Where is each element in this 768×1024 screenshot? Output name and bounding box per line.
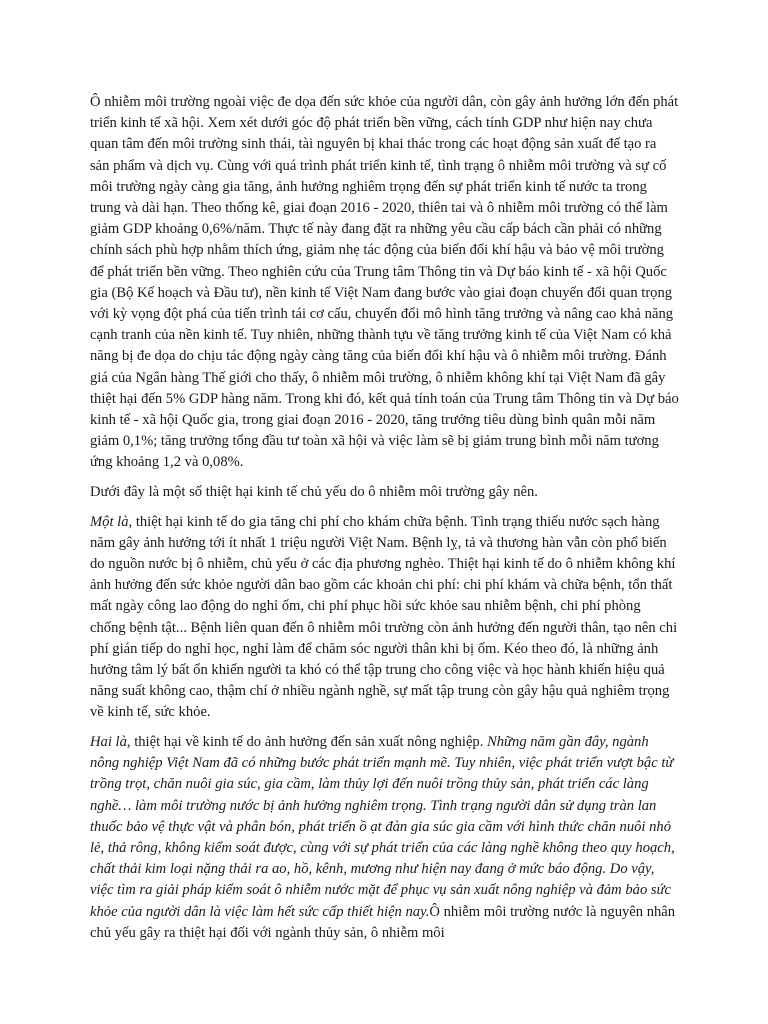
paragraph-summary bbox=[90, 482, 679, 503]
paragraph-first-damage bbox=[90, 512, 679, 724]
paragraph-summary-text: Dưới đây là một số thiệt hại kinh tế chủ yếu do ô nhiễm môi trường gây nên. bbox=[90, 484, 538, 501]
paragraph-second-lead: Hai là bbox=[90, 734, 127, 751]
document-page bbox=[90, 92, 679, 952]
paragraph-second-italic: Những năm gần đây, ngành nông nghiệp Việt Nam đã có những bước phát triển mạnh mẽ. Tuy nhiên, việc phát triển vượt bậc từ trồng trọt, chăn nuôi gia súc, gia cầm, làm thủy lợi đến nuôi trồng thủy sản, phát triển các làng nghề… làm môi trường nước bị ảnh hưởng nghiêm trọng. Tình trạng người dân sử dụng tràn lan thuốc bảo vệ thực vật và phân bón, phát triển ồ ạt đàn gia súc gia cầm với hình thức chăn nuôi nhỏ lẻ, thả rông, không kiểm soát được, cùng với sự phát triển của các làng nghề không theo quy hoạch, chất thải kim loại nặng thải ra ao, hồ, kênh, mương như hiện nay đang ở mức báo động. Do vậy, việc tìm ra giải pháp kiểm soát ô nhiễm nước mặt để phục vụ sản xuất nông nghiệp và đảm bảo sức khỏe của người dân là việc làm hết sức cấp thiết hiện nay. bbox=[90, 734, 675, 920]
paragraph-first-text: , thiệt hại kinh tế do gia tăng chi phí cho khám chữa bệnh. Tình trạng thiếu nước sạch hàng năm gây ảnh hưởng tới ít nhất 1 triệu người Việt Nam. Bệnh lỵ, tả và thương hàn vẫn còn phổ biến do nguồn nước bị ô nhiễm, chủ yếu ở các địa phương nghèo. Thiệt hại kinh tế do ô nhiễm không khí ảnh hưởng đến sức khỏe người dân bao gồm các khoản chi phí: chi phí khám và chữa bệnh, tổn thất mất ngày công lao động do nghỉ ốm, chi phí phục hồi sức khỏe sau nhiễm bệnh, chi phí phòng chống bệnh tật... Bệnh liên quan đến ô nhiễm môi trường còn ảnh hưởng đến người thân, tạo nên chi phí gián tiếp do nghỉ học, nghỉ làm để chăm sóc người thân khi bị ốm. Kéo theo đó, là những ảnh hưởng tâm lý bất ổn khiến người ta khó có thể tập trung cho công việc và học hành khiến hiệu quả năng suất không cao, thậm chí ở nhiều ngành nghề, sự mất tập trung còn gây hậu quả nghiêm trọng về kinh tế, sức khỏe. bbox=[90, 513, 678, 721]
paragraph-first-lead: Một là bbox=[90, 513, 129, 530]
paragraph-intro bbox=[90, 92, 679, 474]
paragraph-second-damage bbox=[90, 732, 679, 944]
paragraph-second-text: , thiệt hại về kinh tế do ảnh hưởng đến sản xuất nông nghiệp. bbox=[126, 734, 488, 751]
paragraph-second-tail: Ô nhiễm môi trường nước là nguyên nhân chủ yếu gây ra thiệt hại đối với ngành thủy sản, ô nhiễm môi bbox=[90, 903, 676, 941]
paragraph-intro-text: Ô nhiễm môi trường ngoài việc đe dọa đến sức khỏe của người dân, còn gây ảnh hưởng lớn đến phát triển kinh tế xã hội. Xem xét dưới góc độ phát triển bền vững, cách tính GDP như hiện nay chưa quan tâm đến môi trường sinh thái, tài nguyên bị khai thác trong các hoạt động sản xuất để tạo ra sản phẩm và dịch vụ. Cùng với quá trình phát triển kinh tế, tình trạng ô nhiễm môi trường và sự cố môi trường ngày càng gia tăng, ảnh hưởng nghiêm trọng đến sự phát triển kinh tế nước ta trong trung và dài hạn. Theo thống kê, giai đoạn 2016 - 2020, thiên tai và ô nhiễm môi trường có thể làm giảm GDP khoảng 0,6%/năm. Thực tế này đang đặt ra những yêu cầu cấp bách cần phải có những chính sách phù hợp nhằm thích ứng, giảm nhẹ tác động của biến đổi khí hậu và bảo vệ môi trường để phát triển bền vững. Theo nghiên cứu của Trung tâm Thông tin và Dự báo kinh tế - xã hội Quốc gia (Bộ Kế hoạch và Đầu tư), nền kinh tế Việt Nam đang bước vào giai đoạn chuyển đổi quan trọng với kỳ vọng đột phá của tiến trình tái cơ cấu, chuyển đổi mô hình tăng trưởng và nâng cao khả năng cạnh tranh của nền kinh tế. Tuy nhiên, những thành tựu về tăng trưởng kinh tế của Việt Nam có khả năng bị đe dọa do chịu tác động ngày càng tăng của biến đổi khí hậu và ô nhiễm môi trường. Đánh giá của Ngân hàng Thế giới cho thấy, ô nhiễm môi trường, ô nhiễm không khí tại Việt Nam đã gây thiệt hại đến 5% GDP hàng năm. Trong khi đó, kết quả tính toán của Trung tâm Thông tin và Dự báo kinh tế - xã hội Quốc gia, trong giai đoạn 2016 - 2020, tăng trưởng tiêu dùng bình quân mỗi năm giảm 0,1%; tăng trưởng tổng đầu tư toàn xã hội và việc làm sẽ bị giảm trung bình mỗi năm tương ứng khoảng 1,2 và 0,08%. bbox=[90, 94, 679, 471]
